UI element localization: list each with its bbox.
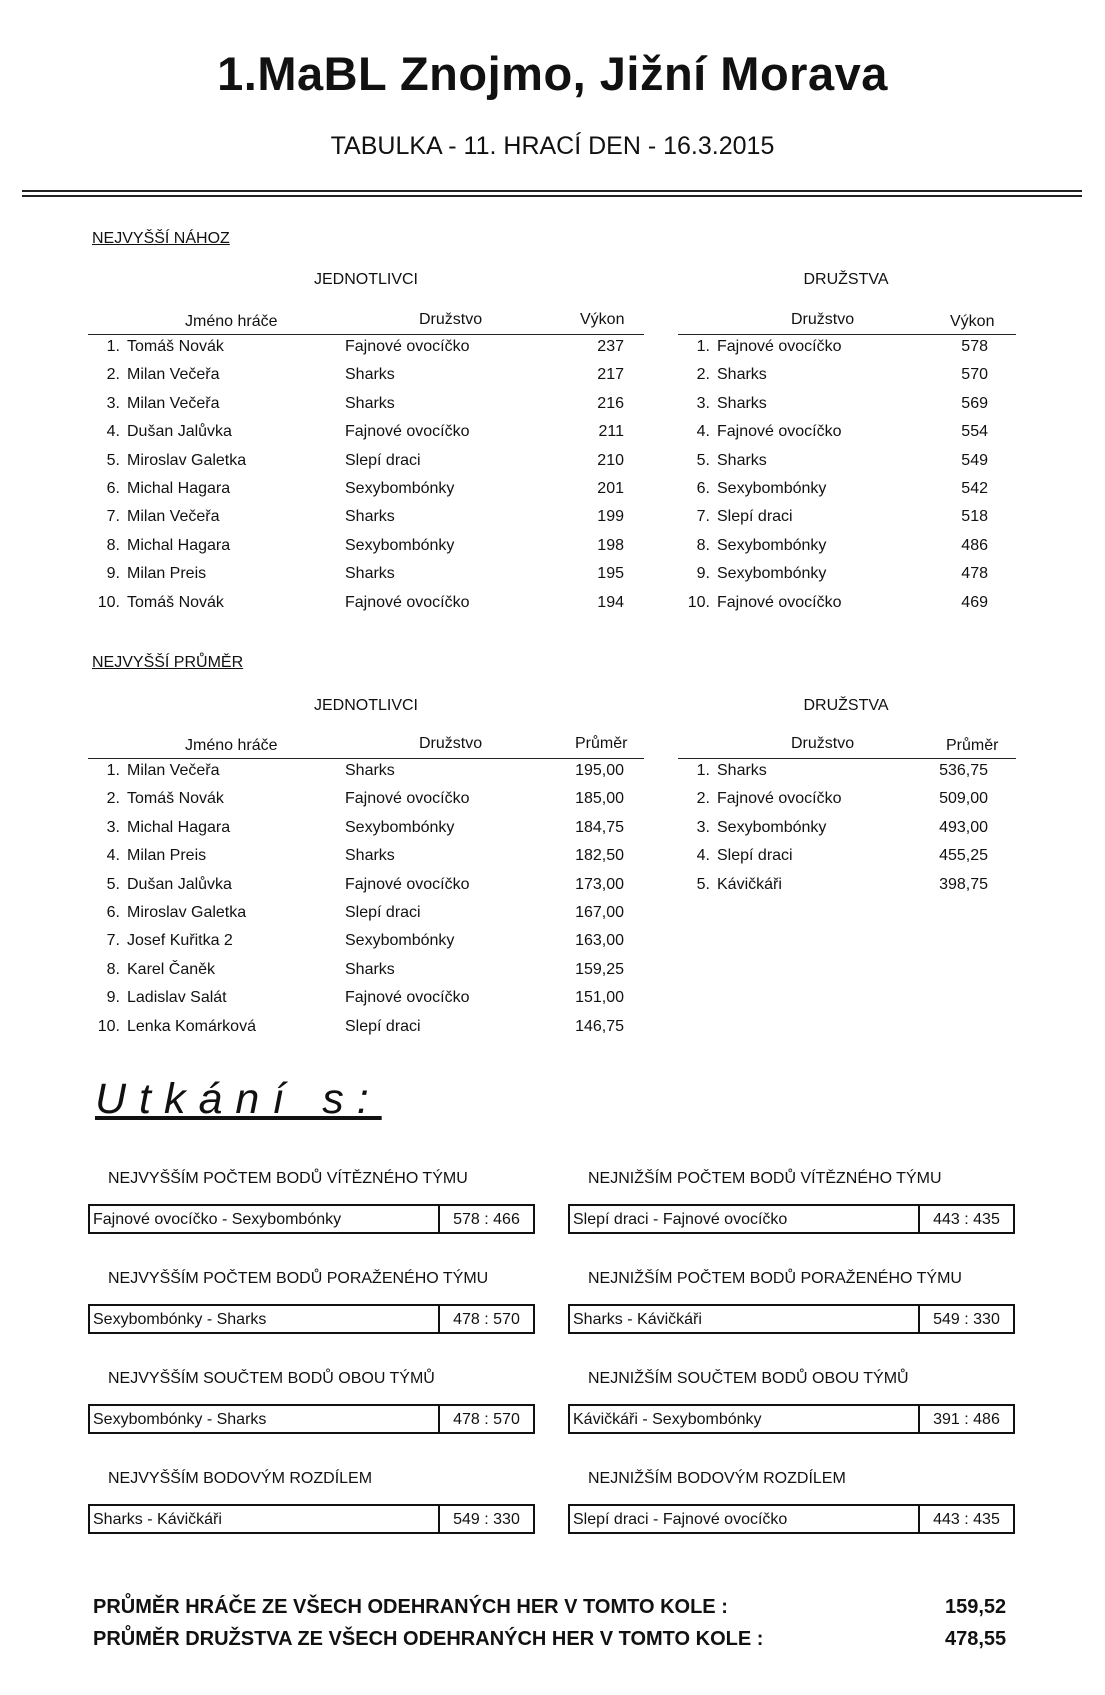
player-name: Dušan Jalůvka: [127, 875, 232, 893]
match-teams: Sexybombónky - Sharks: [93, 1311, 267, 1328]
team-name: Sexybombónky: [345, 932, 455, 950]
match-record-box: [88, 1504, 535, 1534]
rank: 3.: [696, 394, 710, 412]
team-name: Fajnové ovocíčko: [345, 593, 470, 611]
team-name: Sharks: [345, 762, 395, 779]
player-name: Miroslav Galetka: [127, 451, 247, 469]
prumer-col-value: Průměr: [575, 735, 628, 752]
team-name: Slepí draci: [345, 1017, 421, 1035]
value: 478: [961, 565, 988, 583]
rank: 10.: [97, 1017, 120, 1035]
table-row: [0, 876, 1105, 902]
value: 536,75: [939, 762, 988, 779]
nahoz-col-team: Družstvo: [419, 311, 483, 328]
table-row: [0, 790, 1105, 816]
team-name: Fajnové ovocíčko: [345, 875, 470, 893]
value: 199: [597, 508, 624, 526]
prumer-team-header-line: [678, 758, 1016, 759]
team-name: Sexybombónky: [345, 536, 455, 554]
value: 469: [961, 593, 988, 611]
team-name: Fajnové ovocíčko: [717, 338, 842, 355]
nahoz-individual-title: JEDNOTLIVCI: [313, 271, 418, 288]
page-title: 1.MaBL Znojmo, Jižní Morava: [217, 47, 888, 100]
player-name: Tomáš Novák: [127, 790, 224, 808]
team-name: Sharks: [345, 960, 395, 978]
match-record-box: [88, 1404, 535, 1434]
value: 195,00: [575, 762, 624, 779]
rank: 4.: [696, 423, 710, 441]
table-row: [0, 395, 1105, 421]
player-name: Milan Večeřa: [127, 762, 220, 779]
matches-heading: Utkání s:: [95, 1075, 382, 1123]
table-row: [0, 480, 1105, 506]
rank: 1.: [696, 762, 710, 779]
rank: 2.: [106, 366, 120, 384]
value: 578: [961, 338, 988, 355]
team-name: Sharks: [717, 394, 767, 412]
player-average-value: 159,52: [945, 1596, 1007, 1618]
value: 542: [961, 480, 988, 497]
team-name: Sharks: [345, 508, 395, 526]
value: 173,00: [575, 875, 624, 893]
table-row: [0, 508, 1105, 534]
team-name: Slepí draci: [717, 508, 793, 526]
rank: 7.: [106, 932, 120, 950]
table-row: [0, 452, 1105, 478]
value: 493,00: [939, 818, 988, 836]
value: 237: [597, 338, 624, 355]
table-row: [0, 932, 1105, 958]
match-teams: Sexybombónky - Sharks: [93, 1411, 267, 1428]
value: 518: [961, 508, 988, 526]
value: 194: [597, 593, 624, 611]
nahoz-team-col-value: Výkon: [950, 313, 995, 330]
rank: 5.: [696, 875, 710, 893]
team-name: Slepí draci: [717, 847, 793, 865]
rank: 2.: [696, 790, 710, 808]
value: 398,75: [939, 875, 988, 893]
player-name: Josef Kuřitka 2: [127, 932, 233, 950]
team-name: Sexybombónky: [717, 480, 827, 497]
player-name: Karel Čaněk: [127, 960, 216, 978]
nahoz-team-col-team: Družstvo: [791, 311, 855, 328]
value: 570: [961, 366, 988, 384]
team-name: Sexybombónky: [345, 480, 455, 497]
team-name: Sharks: [717, 366, 767, 384]
team-average-label: PRŮMĚR DRUŽSTVA ZE VŠECH ODEHRANÝCH HER V TOMTO KOLE :: [93, 1628, 764, 1650]
nahoz-col-value: Výkon: [580, 311, 625, 328]
team-name: Slepí draci: [345, 451, 421, 469]
team-name: Sexybombónky: [345, 818, 455, 836]
team-name: Sharks: [345, 394, 395, 412]
rank: 9.: [696, 565, 710, 583]
table-row: [0, 423, 1105, 449]
rank: 4.: [106, 847, 120, 865]
player-name: Michal Hagara: [127, 818, 231, 836]
table-row: [0, 338, 1105, 364]
prumer-col-team: Družstvo: [419, 735, 483, 752]
rank: 3.: [696, 818, 710, 836]
rank: 5.: [106, 451, 120, 469]
player-name: Milan Preis: [127, 565, 207, 583]
value: 146,75: [575, 1017, 624, 1035]
page-subtitle: TABULKA - 11. HRACÍ DEN - 16.3.2015: [330, 132, 775, 160]
match-record-label: NEJNIŽŠÍM POČTEM BODŮ PORAŽENÉHO TÝMU: [588, 1270, 962, 1287]
match-score: 443 : 435: [933, 1211, 1000, 1228]
prumer-team-col-value: Průměr: [946, 737, 999, 754]
value: 185,00: [575, 790, 624, 808]
rank: 10.: [97, 593, 120, 611]
team-name: Sharks: [345, 366, 395, 384]
match-record-label: NEJNIŽŠÍM SOUČTEM BODŮ OBOU TÝMŮ: [588, 1370, 909, 1387]
match-score: 478 : 570: [453, 1311, 520, 1328]
match-record-label: NEJVYŠŠÍM BODOVÝM ROZDÍLEM: [108, 1470, 373, 1487]
team-name: Sharks: [717, 451, 767, 469]
team-name: Fajnové ovocíčko: [345, 338, 470, 355]
table-row: [0, 565, 1105, 591]
rank: 6.: [106, 904, 120, 921]
table-row: [0, 961, 1105, 987]
header-divider-top: [22, 190, 1082, 192]
match-score: 578 : 466: [453, 1211, 520, 1228]
match-score: 549 : 330: [933, 1311, 1000, 1328]
match-teams: Sharks - Kávičkáři: [93, 1511, 222, 1528]
value: 159,25: [575, 960, 624, 978]
match-record-box: [568, 1304, 1015, 1334]
value: 211: [598, 423, 624, 441]
player-name: Michal Hagara: [127, 536, 231, 554]
team-name: Fajnové ovocíčko: [345, 790, 470, 808]
rank: 1.: [106, 762, 120, 779]
value: 163,00: [575, 932, 624, 950]
team-name: Fajnové ovocíčko: [345, 423, 470, 441]
table-row: [0, 762, 1105, 788]
rank: 8.: [696, 536, 710, 554]
value: 151,00: [575, 989, 624, 1007]
value: 217: [597, 366, 624, 384]
prumer-team-col-team: Družstvo: [791, 735, 855, 752]
team-name: Sharks: [345, 847, 395, 865]
section-heading-nahoz: NEJVYŠŠÍ NÁHOZ: [92, 230, 230, 247]
rank: 3.: [106, 818, 120, 836]
team-name: Kávičkáři: [717, 875, 782, 893]
value: 210: [597, 451, 624, 469]
value: 486: [961, 536, 988, 554]
value: 216: [597, 394, 624, 412]
team-name: Fajnové ovocíčko: [717, 790, 842, 808]
player-average-label: PRŮMĚR HRÁČE ZE VŠECH ODEHRANÝCH HER V TOMTO KOLE :: [93, 1596, 728, 1618]
value: 509,00: [939, 790, 988, 808]
table-row: [0, 989, 1105, 1015]
prumer-team-title: DRUŽSTVA: [803, 697, 889, 714]
table-row: [0, 366, 1105, 392]
nahoz-col-name: Jméno hráče: [185, 313, 278, 330]
table-row: [0, 819, 1105, 845]
match-record-box: [568, 1204, 1015, 1234]
team-name: Sharks: [345, 565, 395, 583]
rank: 5.: [106, 875, 120, 893]
player-name: Milan Večeřa: [127, 366, 220, 384]
rank: 2.: [696, 366, 710, 384]
prumer-individual-header-line: [88, 758, 644, 759]
nahoz-team-title: DRUŽSTVA: [803, 271, 889, 288]
value: 198: [597, 536, 624, 554]
match-record-box: [568, 1404, 1015, 1434]
player-name: Michal Hagara: [127, 480, 231, 497]
team-name: Slepí draci: [345, 904, 421, 921]
match-teams: Slepí draci - Fajnové ovocíčko: [573, 1511, 788, 1528]
rank: 8.: [106, 536, 120, 554]
value: 167,00: [575, 904, 624, 921]
rank: 9.: [106, 989, 120, 1007]
team-name: Fajnové ovocíčko: [345, 989, 470, 1007]
prumer-col-name: Jméno hráče: [185, 737, 278, 754]
player-name: Dušan Jalůvka: [127, 423, 232, 441]
value: 184,75: [575, 818, 624, 836]
rank: 10.: [687, 593, 710, 611]
match-teams: Sharks - Kávičkáři: [573, 1311, 702, 1328]
rank: 4.: [696, 847, 710, 865]
rank: 5.: [696, 451, 710, 469]
team-name: Sexybombónky: [717, 536, 827, 554]
table-row: [0, 847, 1105, 873]
rank: 1.: [696, 338, 710, 355]
player-name: Milan Večeřa: [127, 394, 220, 412]
player-name: Milan Preis: [127, 847, 207, 865]
match-score: 549 : 330: [453, 1511, 520, 1528]
value: 569: [961, 394, 988, 412]
player-name: Tomáš Novák: [127, 338, 224, 355]
match-record-box: [88, 1204, 535, 1234]
player-name: Miroslav Galetka: [127, 904, 247, 921]
match-teams: Slepí draci - Fajnové ovocíčko: [573, 1211, 788, 1228]
team-name: Sexybombónky: [717, 818, 827, 836]
table-row: [0, 904, 1105, 930]
player-name: Ladislav Salát: [127, 989, 227, 1007]
rank: 9.: [106, 565, 120, 583]
team-name: Fajnové ovocíčko: [717, 593, 842, 611]
value: 182,50: [575, 847, 624, 865]
value: 201: [597, 480, 624, 497]
rank: 1.: [106, 338, 120, 355]
table-row: [0, 1018, 1105, 1044]
team-name: Sharks: [717, 762, 767, 779]
team-name: Fajnové ovocíčko: [717, 423, 842, 441]
match-teams: Fajnové ovocíčko - Sexybombónky: [93, 1211, 342, 1228]
header-divider-bottom: [22, 195, 1082, 197]
prumer-individual-title: JEDNOTLIVCI: [313, 697, 418, 714]
nahoz-individual-header-line: [88, 334, 644, 335]
rank: 8.: [106, 960, 120, 978]
match-record-label: NEJVYŠŠÍM POČTEM BODŮ VÍTĚZNÉHO TÝMU: [108, 1170, 468, 1187]
rank: 6.: [106, 480, 120, 497]
match-record-box: [88, 1304, 535, 1334]
value: 455,25: [939, 847, 988, 865]
player-name: Milan Večeřa: [127, 508, 220, 526]
nahoz-team-header-line: [678, 334, 1016, 335]
match-record-label: NEJVYŠŠÍM SOUČTEM BODŮ OBOU TÝMŮ: [108, 1370, 435, 1387]
match-record-label: NEJNIŽŠÍM BODOVÝM ROZDÍLEM: [588, 1470, 846, 1487]
match-score: 443 : 435: [933, 1511, 1000, 1528]
rank: 3.: [106, 394, 120, 412]
match-record-label: NEJNIŽŠÍM POČTEM BODŮ VÍTĚZNÉHO TÝMU: [588, 1170, 942, 1187]
match-score: 478 : 570: [453, 1411, 520, 1428]
rank: 6.: [696, 480, 710, 497]
value: 549: [961, 451, 988, 469]
player-name: Tomáš Novák: [127, 593, 224, 611]
rank: 4.: [106, 423, 120, 441]
player-name: Lenka Komárková: [127, 1017, 256, 1035]
table-row: [0, 594, 1105, 620]
match-teams: Kávičkáři - Sexybombónky: [573, 1411, 762, 1428]
rank: 7.: [696, 508, 710, 526]
value: 195: [597, 565, 624, 583]
rank: 7.: [106, 508, 120, 526]
rank: 2.: [106, 790, 120, 808]
table-row: [0, 537, 1105, 563]
match-record-label: NEJVYŠŠÍM POČTEM BODŮ PORAŽENÉHO TÝMU: [108, 1270, 489, 1287]
value: 554: [961, 423, 988, 441]
team-name: Sexybombónky: [717, 565, 827, 583]
section-heading-prumer: NEJVYŠŠÍ PRŮMĚR: [92, 654, 244, 671]
match-record-box: [568, 1504, 1015, 1534]
team-average-value: 478,55: [945, 1628, 1007, 1650]
match-score: 391 : 486: [933, 1411, 1000, 1428]
